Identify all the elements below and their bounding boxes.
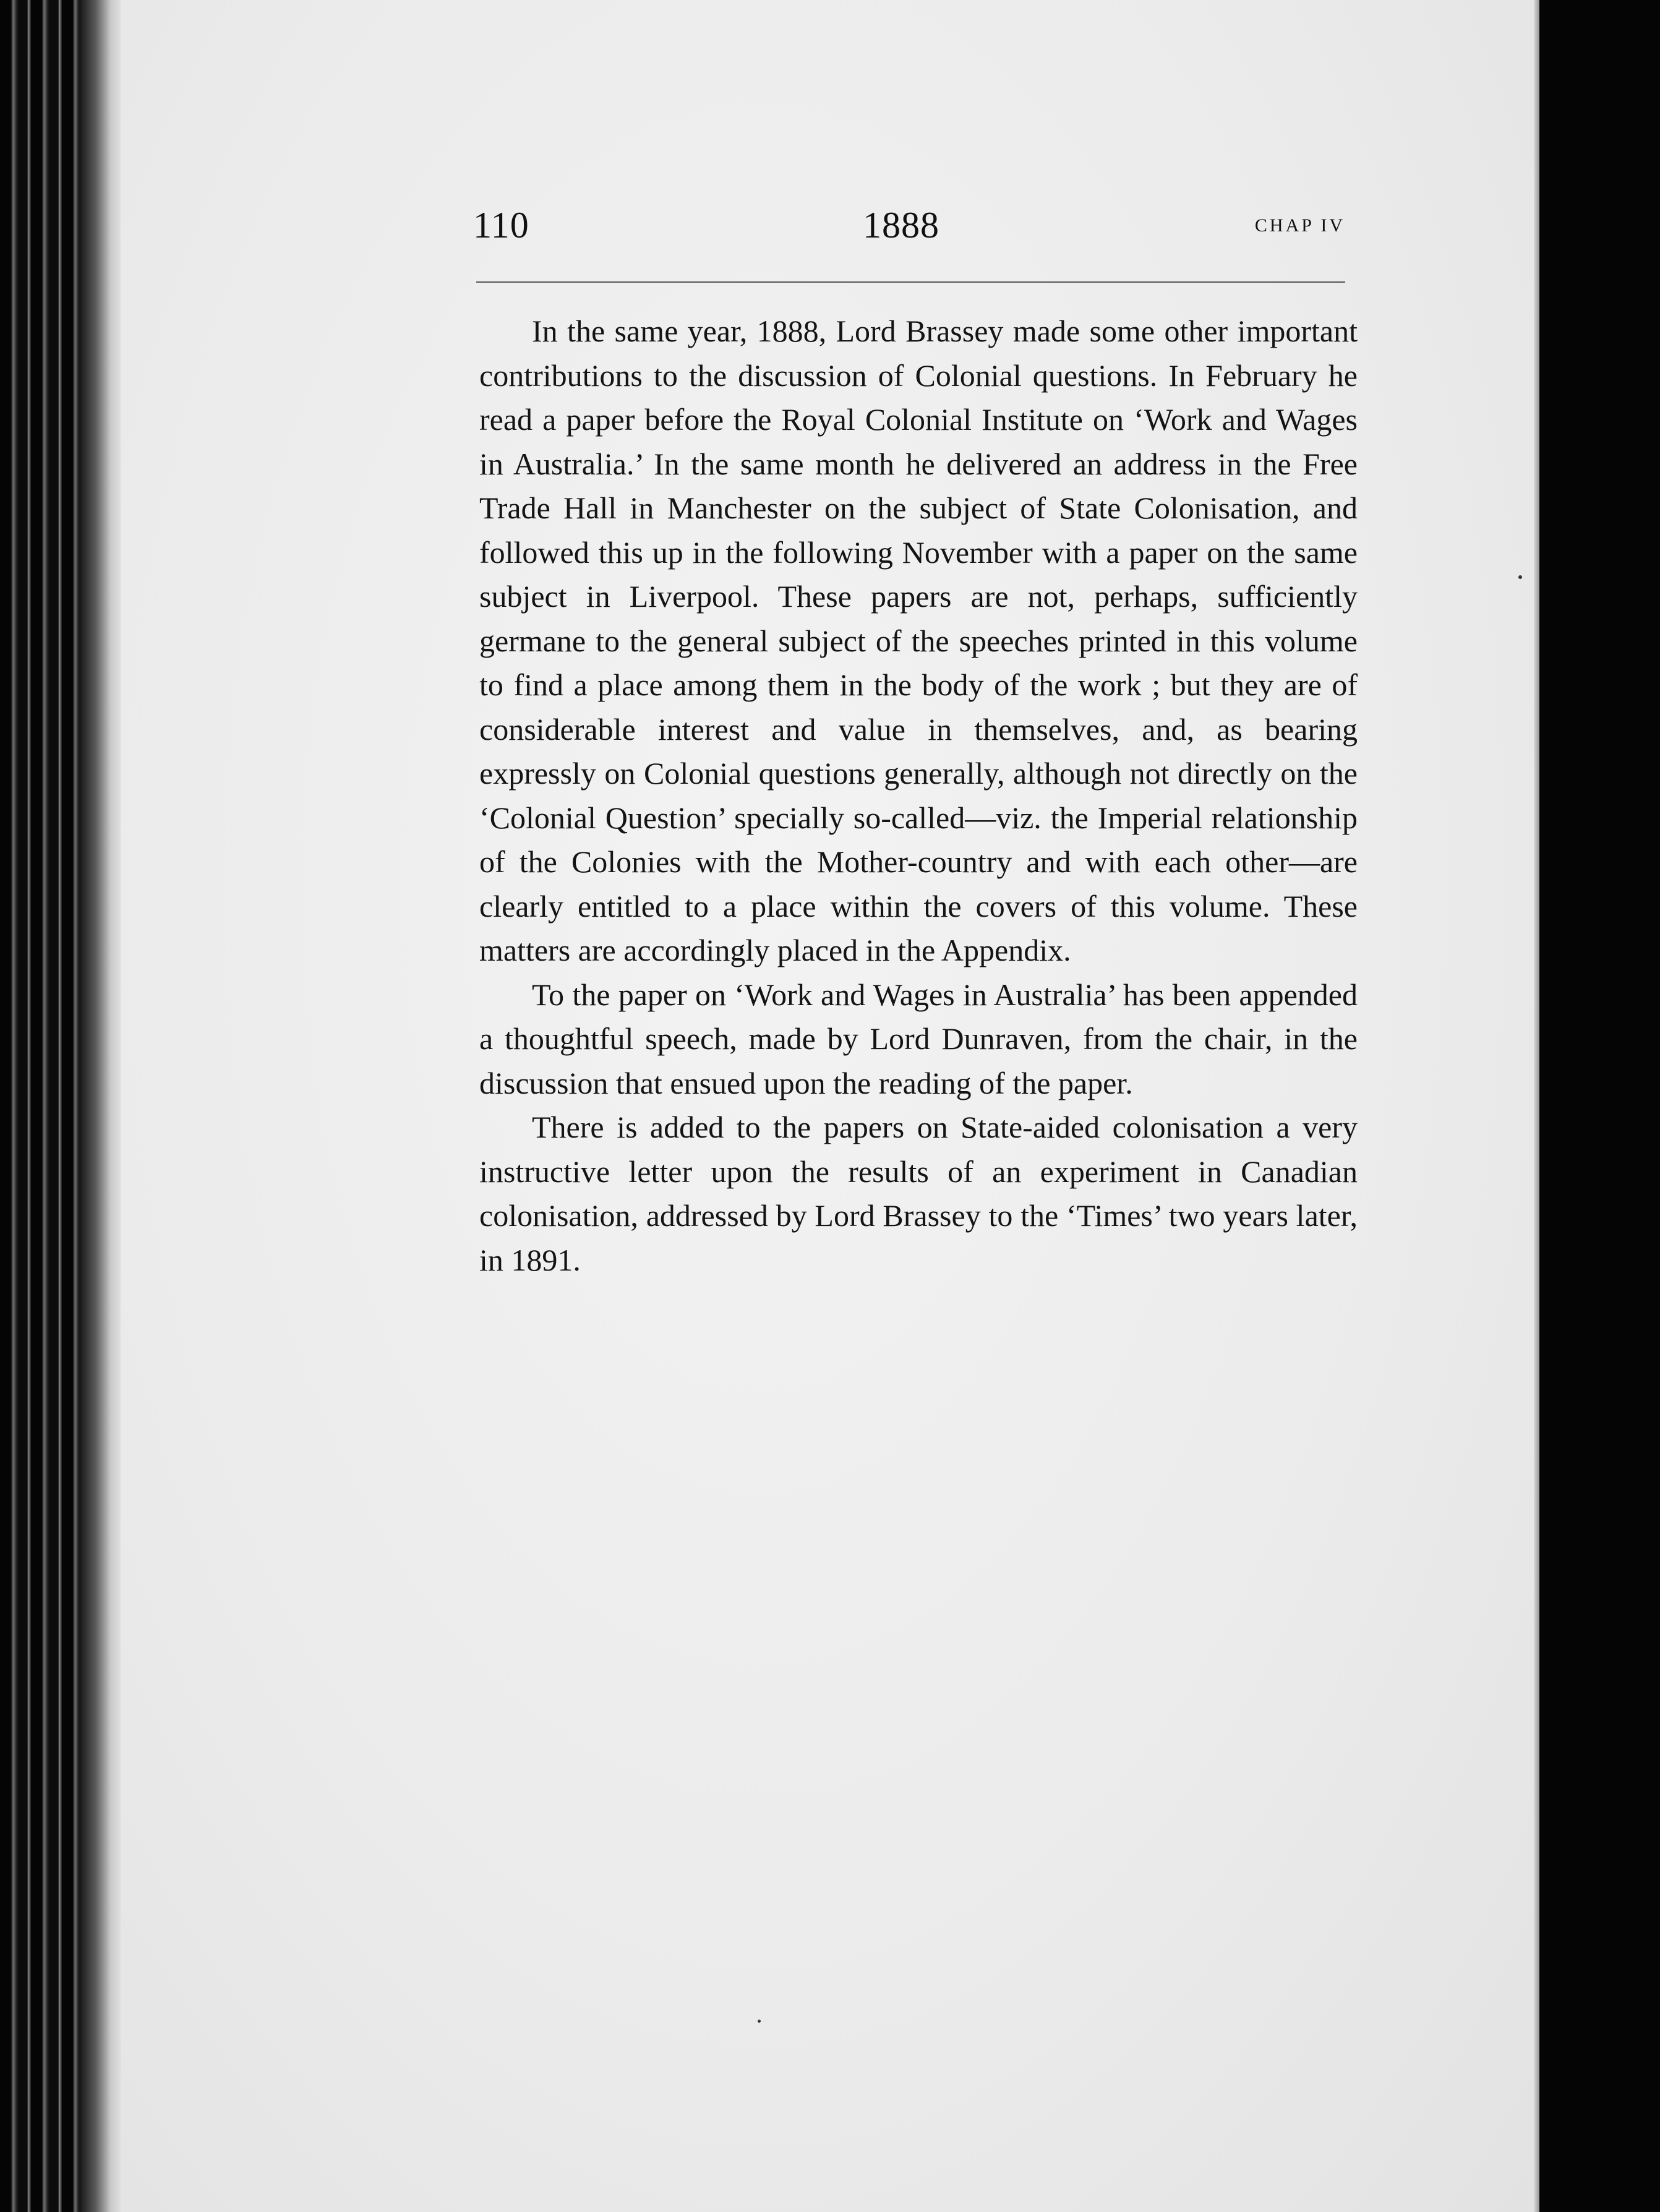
body-text [479,309,1358,1282]
page-number: 110 [473,205,529,246]
binding-shadow [80,0,124,2212]
running-title-year: 1888 [863,205,939,246]
paragraph-2: To the paper on ‘Work and Wages in Australia’ has been appended a thoughtful speech, made by Lord Dunraven, from the chair, in the discussion that ensued upon the reading of the paper. [479,977,1358,1100]
paper-speck [758,2020,761,2023]
paper-speck [1518,575,1522,579]
right-background [1539,0,1660,2212]
paragraph-1: In the same year, 1888, Lord Brassey made some other important contributions to the discussion of Colonial questions. In February he read a paper before the Royal Colonial Institute on ‘Work and Wages in Australia.’ In the same month he delivered an address in the Free Trade Hall in Manchester on the subject of State Colonisation, and followed this up in the following November with a paper on the same subject in Liverpool. These papers are not, perhaps, sufficiently germane to the general subject of the speeches printed in this volume to find a place among them in the body of the work ; but they are of considerable interest and value in themselves, and, as bearing expressly on Colonial questions generally, although not directly on the ‘Colonial Question’ specially so-called—viz. the Imperial relationship of the Colonies with the Mother-country and with each other—are clearly entitled to a place within the covers of this volume. These matters are accordingly placed in the Appendix. [479,314,1358,967]
running-header [473,204,1345,260]
chapter-label: CHAP IV [1254,215,1345,236]
header-rule [476,281,1345,283]
paragraph-3: There is added to the papers on State-aided colonisation a very instructive letter upon the results of an experiment in Canadian colonisation, addressed by Lord Brassey to the ‘Times’ two years later, in 1891. [479,1110,1358,1277]
